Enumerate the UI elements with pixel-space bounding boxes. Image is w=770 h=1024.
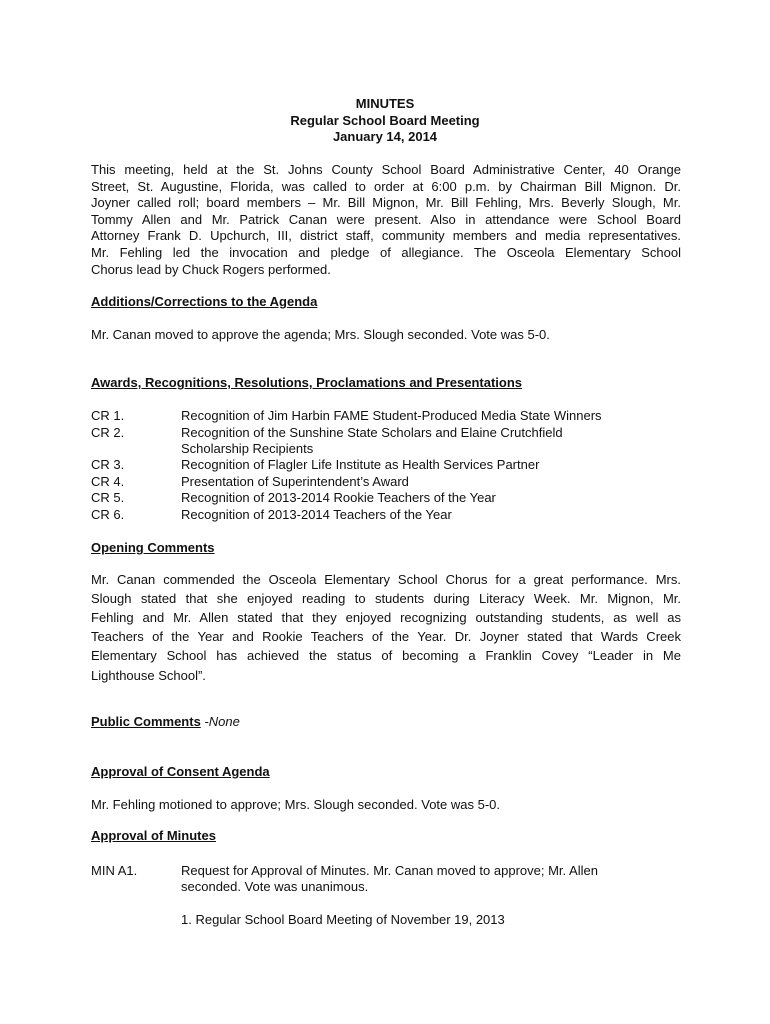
intro-line: Street, St. Augustine, Florida, was called to order at 6:00 p.m. by Chairman Bill Mignon. Dr. — [91, 179, 681, 194]
document-title: MINUTES — [355, 96, 415, 111]
opening-line: Elementary School has achieved the status of becoming a Franklin Covey “Leader in Me — [91, 648, 681, 663]
public-heading: Public Comments — [91, 714, 201, 729]
additions-text: Mr. Canan moved to approve the agenda; Mrs. Slough seconded. Vote was 5-0. — [91, 327, 550, 342]
intro-line: This meeting, held at the St. Johns County School Board Administrative Center, 40 Orange — [91, 162, 681, 177]
minutes-heading: Approval of Minutes — [91, 828, 216, 843]
intro-line: Mr. Fehling led the invocation and pledge of allegiance. The Osceola Elementary School — [91, 245, 681, 260]
opening-line: Teachers of the Year and Rookie Teachers of the Year. Dr. Joyner stated that Wards Creek — [91, 629, 681, 644]
item-text: Recognition of Flagler Life Institute as Health Services Partner — [181, 457, 540, 472]
item-code: CR 3. — [91, 457, 125, 472]
intro-line: Joyner called roll; board members – Mr. Bill Mignon, Mr. Bill Fehling, Mrs. Beverly Slough, Mr. — [91, 195, 681, 210]
intro-line: Chorus lead by Chuck Rogers performed. — [91, 262, 331, 277]
minutes-code: MIN A1. — [91, 863, 138, 878]
meeting-date: January 14, 2014 — [332, 129, 438, 144]
item-text: Presentation of Superintendent’s Award — [181, 474, 409, 489]
item-code: CR 6. — [91, 507, 125, 522]
additions-heading: Additions/Corrections to the Agenda — [91, 294, 318, 309]
item-text: Scholarship Recipients — [181, 441, 314, 456]
item-code: CR 5. — [91, 490, 125, 505]
consent-heading: Approval of Consent Agenda — [91, 764, 270, 779]
minutes-line: Request for Approval of Minutes. Mr. Canan moved to approve; Mr. Allen — [181, 863, 598, 878]
intro-line: Attorney Frank D. Upchurch, III, district staff, community members and media representatives. — [91, 228, 681, 243]
item-text: Recognition of 2013-2014 Teachers of the Year — [181, 507, 452, 522]
item-code: CR 1. — [91, 408, 125, 423]
opening-line: Mr. Canan commended the Osceola Elementary School Chorus for a great performance. Mrs. — [91, 572, 681, 587]
item-text: Recognition of 2013-2014 Rookie Teachers of the Year — [181, 490, 496, 505]
minutes-list-item: 1. Regular School Board Meeting of November 19, 2013 — [181, 912, 505, 927]
minutes-line: seconded. Vote was unanimous. — [181, 879, 369, 894]
item-text: Recognition of the Sunshine State Scholars and Elaine Crutchfield — [181, 425, 563, 440]
public-note: -None — [200, 714, 240, 729]
item-code: CR 2. — [91, 425, 125, 440]
intro-line: Tommy Allen and Mr. Patrick Canan were present. Also in attendance were School Board — [91, 212, 681, 227]
item-code: CR 4. — [91, 474, 125, 489]
opening-heading: Opening Comments — [91, 540, 215, 555]
public-comments — [91, 714, 240, 729]
item-text: Recognition of Jim Harbin FAME Student-Produced Media State Winners — [181, 408, 602, 423]
opening-line: Slough stated that she enjoyed reading to students during Literacy Week. Mr. Mignon, Mr. — [91, 591, 681, 606]
awards-heading: Awards, Recognitions, Resolutions, Proclamations and Presentations — [91, 375, 523, 390]
meeting-type: Regular School Board Meeting — [290, 113, 480, 128]
opening-line: Lighthouse School”. — [91, 668, 206, 683]
opening-line: Fehling and Mr. Allen stated that they enjoyed recognizing outstanding students, as well as — [91, 610, 681, 625]
consent-text: Mr. Fehling motioned to approve; Mrs. Slough seconded. Vote was 5-0. — [91, 797, 501, 812]
